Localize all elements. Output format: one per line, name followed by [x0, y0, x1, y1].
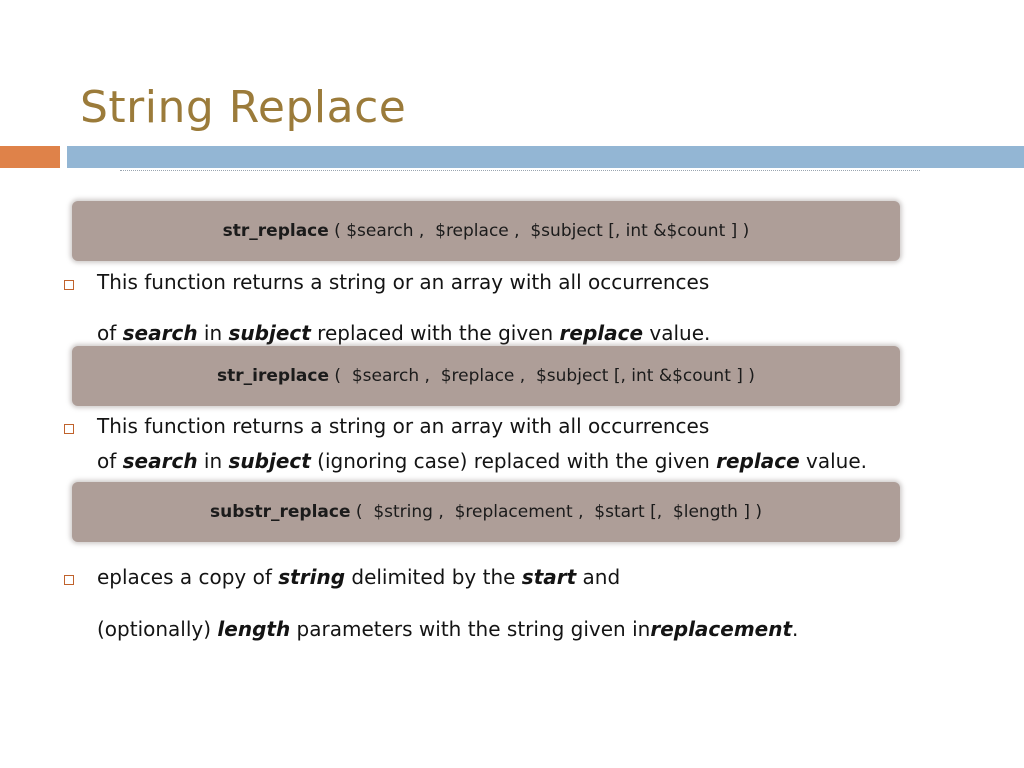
text-span: and: [576, 565, 621, 589]
term-start: start: [521, 565, 577, 589]
description-line: [97, 565, 620, 589]
function-signature: ( $search , $replace , $subject [, int &$count ] ): [328, 221, 750, 241]
accent-bar-blue: [67, 146, 1024, 168]
code-box-str-replace: [72, 201, 900, 261]
function-name: str_ireplace: [217, 366, 329, 386]
accent-bar-orange: [0, 146, 60, 168]
text-span: value.: [643, 321, 711, 345]
description-line: [97, 321, 710, 345]
bullet-icon: [64, 424, 74, 434]
code-box-str-ireplace: [72, 346, 900, 406]
text-span: (ignoring case) replaced with the given: [310, 449, 717, 473]
text-span: in: [197, 449, 229, 473]
text-span: eplaces a copy of: [97, 565, 279, 589]
text-span: (optionally): [97, 617, 218, 641]
term-string: string: [278, 565, 346, 589]
text-span: delimited by the: [345, 565, 522, 589]
description-line: This function returns a string or an array with all occurrences: [97, 414, 710, 438]
text-span: .: [792, 617, 799, 641]
term-search: search: [122, 449, 198, 473]
function-name: substr_replace: [209, 502, 351, 522]
function-signature: ( $string , $replacement , $start [, $length ] ): [350, 502, 763, 522]
text-span: value.: [799, 449, 867, 473]
description-line: This function returns a string or an array with all occurrences: [97, 270, 710, 294]
description-line: [97, 617, 798, 641]
function-name: str_replace: [222, 221, 329, 241]
text-span: of: [97, 449, 123, 473]
code-box-substr-replace: [72, 482, 900, 542]
text-span: of: [97, 321, 123, 345]
term-length: length: [217, 617, 291, 641]
term-subject: subject: [228, 449, 311, 473]
term-search: search: [122, 321, 198, 345]
slide-title: String Replace: [80, 82, 407, 133]
function-signature: ( $search , $replace , $subject [, int &$count ] ): [329, 366, 755, 386]
bullet-icon: [64, 280, 74, 290]
bullet-icon: [64, 575, 74, 585]
term-replace: replace: [716, 449, 800, 473]
term-replace: replace: [559, 321, 644, 345]
term-subject: subject: [228, 321, 311, 345]
title-divider: [120, 170, 920, 171]
text-span: replaced with the given: [310, 321, 560, 345]
description-line: [97, 449, 867, 473]
term-replacement: replacement: [650, 617, 793, 641]
text-span: in: [197, 321, 229, 345]
text-span: parameters with the string given in: [290, 617, 651, 641]
